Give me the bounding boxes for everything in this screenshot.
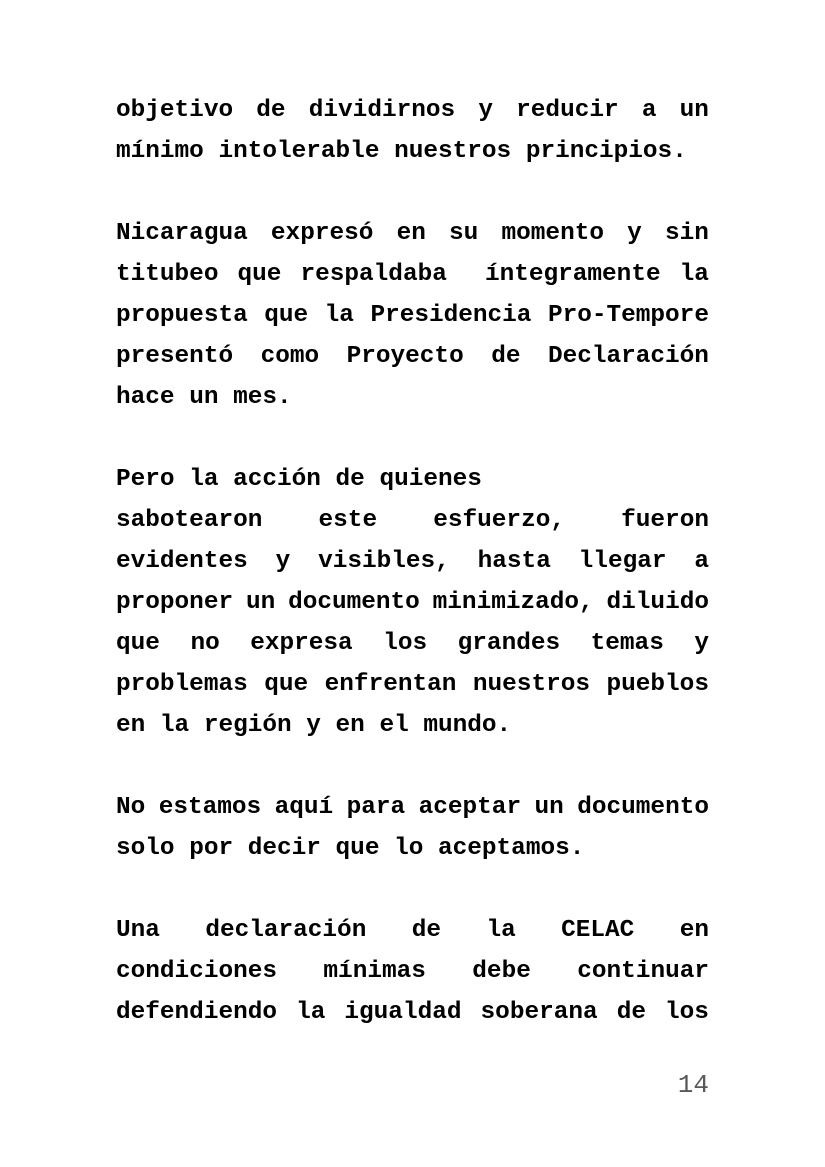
word: sin	[665, 220, 709, 247]
text-line	[116, 500, 709, 541]
word: y	[627, 220, 642, 247]
text-line	[116, 623, 709, 664]
word: fueron	[621, 507, 709, 534]
word: la	[324, 302, 354, 329]
word: solo	[116, 835, 175, 862]
word: los	[665, 999, 709, 1026]
word: un	[534, 794, 564, 821]
word: la	[296, 999, 326, 1026]
word: la	[189, 466, 219, 493]
word: reducir	[516, 97, 619, 124]
word: documento	[288, 589, 420, 616]
word: igualdad	[344, 999, 462, 1026]
word: y	[275, 548, 291, 575]
word: que	[264, 302, 309, 329]
word: la	[159, 712, 190, 739]
text-line	[116, 131, 709, 172]
word: defendiendo	[116, 999, 278, 1026]
word: diluido	[606, 589, 709, 616]
word: nuestros	[394, 138, 512, 165]
word: para	[346, 794, 406, 821]
word: principios.	[525, 138, 687, 165]
word: los	[383, 630, 428, 657]
word: de	[256, 97, 286, 124]
text-line	[116, 705, 709, 746]
word: en	[679, 917, 709, 944]
text-line	[116, 377, 709, 418]
word: esfuerzo,	[433, 507, 565, 534]
word: intolerable	[218, 138, 380, 165]
word: mínimo	[116, 138, 204, 165]
word: su	[449, 220, 479, 247]
word: llegar	[578, 548, 667, 575]
word: y	[694, 630, 709, 657]
word: que	[264, 671, 309, 698]
word: que	[116, 630, 160, 657]
word: Proyecto	[346, 343, 464, 370]
word: lo	[394, 835, 424, 862]
word: titubeo	[116, 261, 219, 288]
text-line	[116, 254, 709, 295]
word: un	[245, 589, 276, 616]
word: de	[491, 343, 521, 370]
word: a	[694, 548, 709, 575]
word: aceptamos.	[438, 835, 585, 862]
page-number: 14	[677, 1070, 709, 1100]
text-line	[116, 828, 709, 869]
word: de	[335, 466, 365, 493]
word: condiciones	[116, 958, 278, 985]
word: expresó	[270, 220, 374, 247]
text-line	[116, 541, 709, 582]
word: por	[189, 835, 234, 862]
paragraph	[116, 787, 709, 869]
word: respaldaba	[300, 261, 447, 288]
word: la	[486, 917, 516, 944]
word: y	[478, 97, 493, 124]
word: íntegramente	[484, 261, 661, 288]
word: dividirnos	[308, 97, 456, 124]
text-line	[116, 787, 709, 828]
document-body	[116, 90, 709, 1033]
word: un	[189, 384, 219, 411]
text-line	[116, 951, 709, 992]
word: hasta	[477, 548, 551, 575]
text-line	[116, 992, 709, 1033]
word: No	[116, 794, 146, 821]
word: pueblos	[606, 671, 709, 698]
text-line	[116, 910, 709, 951]
word: este	[318, 507, 378, 534]
paragraph	[116, 459, 709, 746]
word: evidentes	[116, 548, 248, 575]
word: de	[411, 917, 442, 944]
word: presentó	[116, 343, 234, 370]
word: visibles,	[318, 548, 450, 575]
word: debe	[472, 958, 531, 985]
word: objetivo	[116, 97, 234, 124]
paragraph	[116, 910, 709, 1033]
paragraph	[116, 213, 709, 418]
text-line	[116, 295, 709, 336]
word: documento	[577, 794, 709, 821]
word: soberana	[480, 999, 598, 1026]
word: mundo.	[423, 712, 512, 739]
text-line	[116, 213, 709, 254]
word: estamos	[158, 794, 262, 821]
word: proponer	[116, 589, 234, 616]
word: temas	[590, 630, 664, 657]
word: momento	[501, 220, 604, 247]
word: en	[335, 712, 365, 739]
word: mes.	[233, 384, 292, 411]
word: el	[379, 712, 409, 739]
word: que	[237, 261, 282, 288]
word: decir	[247, 835, 321, 862]
word: enfrentan	[324, 671, 457, 698]
word: en	[116, 712, 146, 739]
word: y	[306, 712, 321, 739]
word: aquí	[274, 794, 334, 821]
word: la	[679, 261, 709, 288]
word: que	[335, 835, 380, 862]
word: Declaración	[547, 343, 709, 370]
word: región	[203, 712, 292, 739]
word: problemas	[116, 671, 248, 698]
word: quienes	[379, 466, 482, 493]
paragraph	[116, 90, 709, 172]
word: aceptar	[418, 794, 522, 821]
word: continuar	[577, 958, 709, 985]
word: Presidencia	[370, 302, 532, 329]
word: Nicaragua	[116, 220, 248, 247]
word: declaración	[205, 917, 367, 944]
word: Pero	[116, 466, 175, 493]
word: expresa	[250, 630, 353, 657]
word: CELAC	[561, 917, 635, 944]
word: un	[679, 97, 709, 124]
word: grandes	[457, 630, 561, 657]
word: como	[260, 343, 320, 370]
word: Una	[116, 917, 160, 944]
word: sabotearon	[116, 507, 263, 534]
text-line	[116, 664, 709, 705]
word: mínimas	[323, 958, 426, 985]
text-line	[116, 582, 709, 623]
word: en	[396, 220, 426, 247]
word: nuestros	[472, 671, 590, 698]
word: minimizado,	[432, 589, 594, 616]
word: hace	[116, 384, 175, 411]
word: de	[616, 999, 646, 1026]
text-line	[116, 90, 709, 131]
word: a	[641, 97, 657, 124]
word: Pro-Tempore	[547, 302, 709, 329]
text-line	[116, 336, 709, 377]
word: no	[190, 630, 220, 657]
text-line	[116, 459, 709, 500]
word: propuesta	[116, 302, 248, 329]
word: acción	[233, 466, 321, 493]
